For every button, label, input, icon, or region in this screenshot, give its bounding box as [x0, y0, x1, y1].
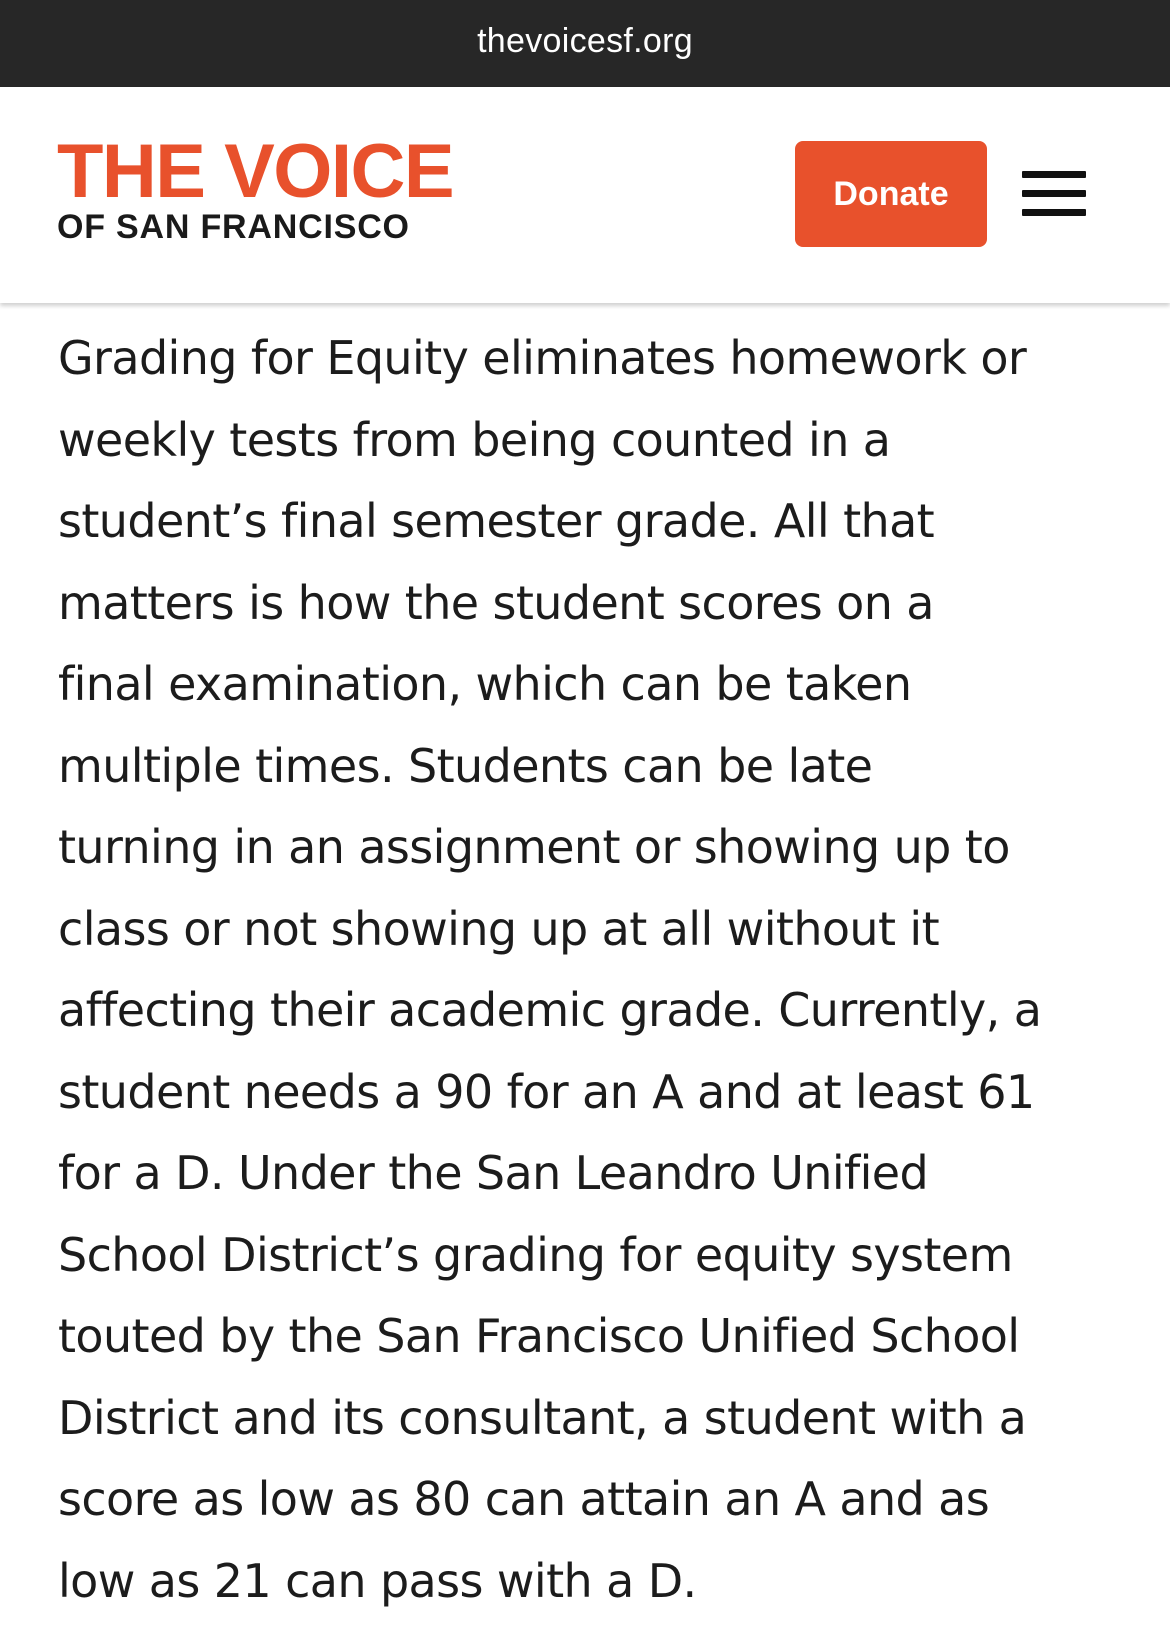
url-text[interactable]: thevoicesf.org	[477, 22, 693, 60]
logo-title: THE VOICE	[57, 129, 454, 214]
menu-bar-middle	[1022, 190, 1086, 197]
paragraph-line: turning in an assignment or showing up to	[58, 820, 1010, 874]
paragraph-line: low as 21 can pass with a D.	[58, 1553, 697, 1608]
article-body	[58, 318, 1138, 1622]
paragraph-line: District and its consultant, a student with a	[58, 1390, 1027, 1445]
paragraph-line: for a D. Under the San Leandro Unified	[58, 1146, 929, 1200]
browser-url-bar[interactable]	[0, 0, 1170, 87]
article-paragraph	[58, 318, 1138, 1622]
site-header	[0, 87, 1170, 303]
menu-bar-top	[1022, 171, 1086, 178]
donate-button[interactable]: Donate	[795, 141, 987, 247]
menu-bar-bottom	[1022, 209, 1086, 216]
paragraph-line: Grading for Equity eliminates homework or	[58, 331, 1027, 385]
paragraph-line: student needs a 90 for an A and at least 61	[58, 1064, 1035, 1119]
paragraph-line: student’s final semester grade. All that	[58, 494, 935, 548]
paragraph-line: affecting their academic grade. Currently, a	[58, 983, 1042, 1037]
paragraph-line: touted by the San Francisco Unified School	[58, 1309, 1020, 1363]
paragraph-line: matters is how the student scores on a	[58, 575, 934, 630]
paragraph-line: final examination, which can be taken	[58, 657, 912, 711]
paragraph-line: multiple times. Students can be late	[58, 738, 873, 793]
logo-subtitle: OF SAN FRANCISCO	[57, 208, 410, 246]
site-logo[interactable]	[57, 129, 454, 247]
paragraph-line: score as low as 80 can attain an A and as	[58, 1472, 990, 1526]
paragraph-line: School District’s grading for equity system	[58, 1227, 1013, 1282]
paragraph-line: class or not showing up at all without it	[58, 901, 940, 956]
hamburger-menu-icon[interactable]	[1022, 171, 1088, 219]
paragraph-line: weekly tests from being counted in a	[58, 412, 891, 467]
